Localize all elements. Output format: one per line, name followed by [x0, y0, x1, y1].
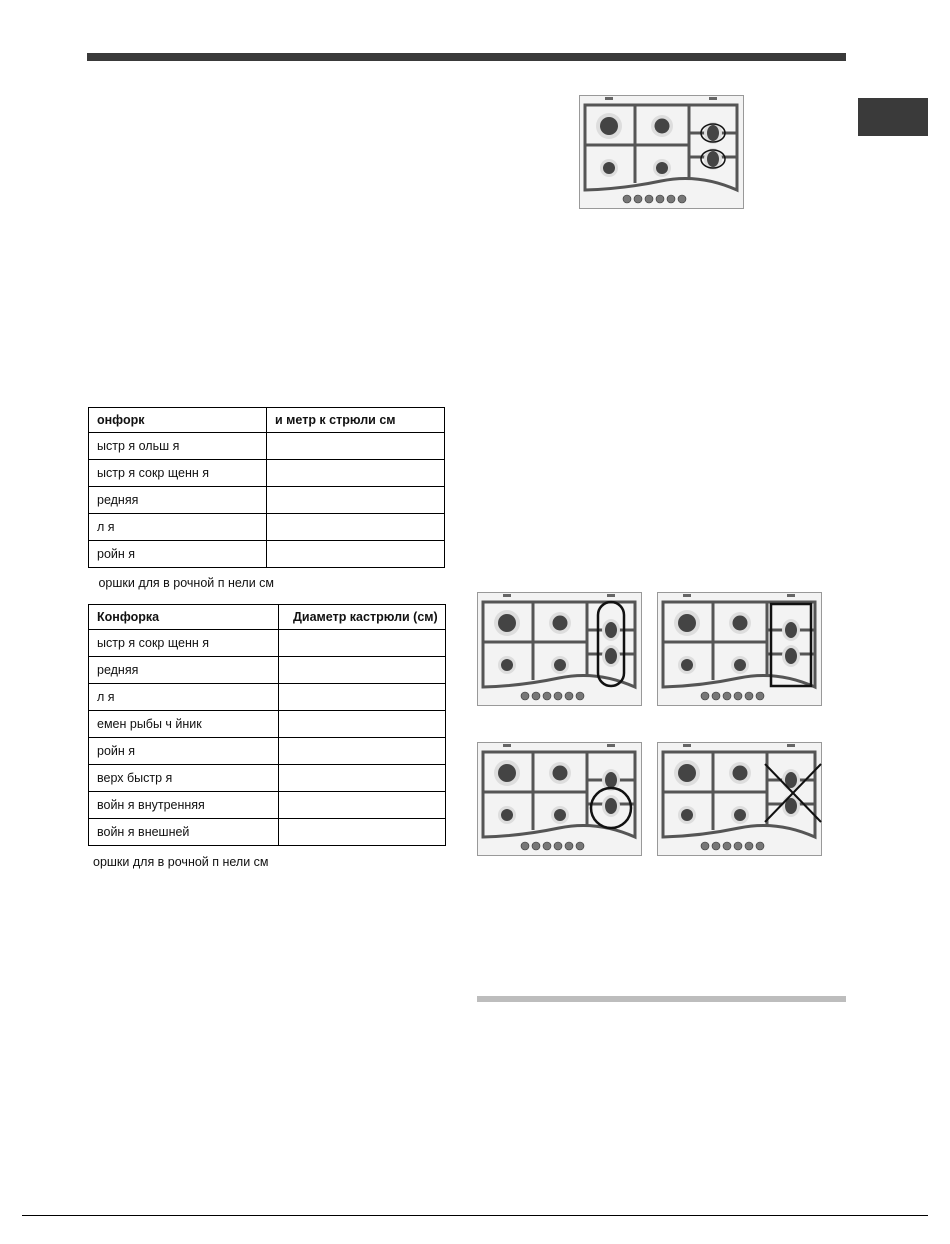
footer-rule [22, 1215, 928, 1216]
cell-diameter [267, 433, 445, 460]
cell-burner: ыстр я сокр щенн я [89, 630, 279, 657]
cell-burner: л я [89, 684, 279, 711]
header-diameter: и метр к стрюли см [267, 408, 445, 433]
cell-diameter [267, 487, 445, 514]
section-divider [477, 996, 846, 1002]
table-row [89, 711, 446, 738]
header-burner: онфорк [89, 408, 267, 433]
cell-diameter [279, 819, 446, 846]
hob-illustration-rect [657, 592, 822, 706]
table-row [89, 738, 446, 765]
cell-burner: ыстр я ольш я [89, 433, 267, 460]
cell-burner: л я [89, 514, 267, 541]
pot-diameter-table-2 [88, 604, 446, 846]
cell-burner: редняя [89, 657, 279, 684]
cell-diameter [279, 684, 446, 711]
cell-burner: ыстр я сокр щенн я [89, 460, 267, 487]
cell-burner: ройн я [89, 738, 279, 765]
table1-note: оршки для в рочной п нели см [95, 576, 274, 590]
cell-burner: ройн я [89, 541, 267, 568]
cell-diameter [267, 460, 445, 487]
cell-diameter [279, 792, 446, 819]
table-row [89, 819, 446, 846]
hob-illustration-main [579, 95, 744, 209]
table-row [89, 765, 446, 792]
cell-burner: редняя [89, 487, 267, 514]
hob-illustration-oval [477, 592, 642, 706]
cell-diameter [279, 738, 446, 765]
cell-diameter [279, 711, 446, 738]
table-row [89, 487, 445, 514]
cell-burner: емен рыбы ч йник [89, 711, 279, 738]
table-header [89, 408, 445, 433]
header-diameter: Диаметр кастрюли (см) [279, 605, 446, 630]
table-header [89, 605, 446, 630]
cell-diameter [267, 514, 445, 541]
header-bar [87, 53, 846, 61]
cell-burner: войн я внешней [89, 819, 279, 846]
pot-diameter-table-1 [88, 407, 445, 568]
cell-burner: верх быстр я [89, 765, 279, 792]
cell-burner: войн я внутренняя [89, 792, 279, 819]
hob-illustration-crossed [657, 742, 822, 856]
table-row [89, 514, 445, 541]
table-row [89, 630, 446, 657]
table-row [89, 684, 446, 711]
table2-note: оршки для в рочной п нели см [93, 855, 269, 869]
cell-diameter [267, 541, 445, 568]
cell-diameter [279, 765, 446, 792]
table-row [89, 433, 445, 460]
language-tab [858, 98, 928, 136]
table-row [89, 541, 445, 568]
cell-diameter [279, 657, 446, 684]
table-row [89, 792, 446, 819]
header-burner: Конфорка [89, 605, 279, 630]
hob-illustration-circle [477, 742, 642, 856]
cell-diameter [279, 630, 446, 657]
table-row [89, 657, 446, 684]
table-row [89, 460, 445, 487]
